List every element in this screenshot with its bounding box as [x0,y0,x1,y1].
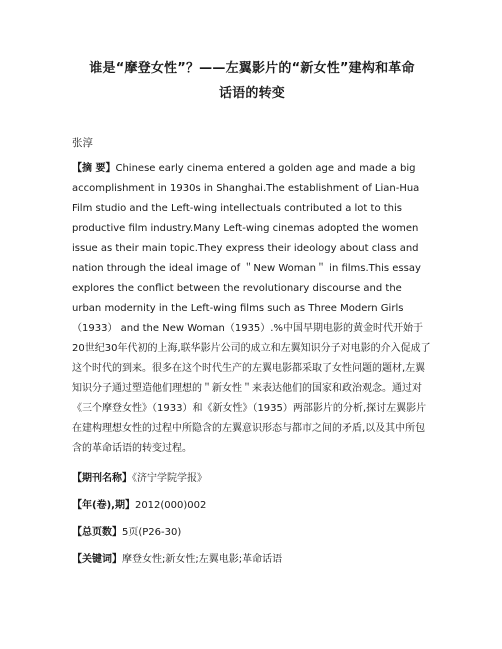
document-page [72,56,432,567]
document-title [72,56,432,106]
pages-value: 5页(P26-30) [122,527,182,538]
issue-row [72,499,432,513]
issue-label: 【年(卷),期】 [72,500,135,511]
author-name: 张淳 [72,137,93,149]
abstract-text: Chinese early cinema entered a golden age and made a big accomplishment in 1930s in Shanghai.The establishment of Lian-Hua Film studio and the Left-wing intellectuals contributed a lot to this productive film industry.Many Left-wing cinemas adopted the women issue as their main topic.They express their ideology about class and nation through the ideal image of ＂New Woman＂ in films.This essay explores the conflict between the revolutionary discourse and the urban modernity in the Left-wing films such as Three Modern Girls（1933） and the New Woman（1935）.%中国早期电影的黄金时代开始于20世纪30年代初的上海,联华影片公司的成立和左翼知识分子对电影的介入促成了这个时代的到来。很多在这个时代生产的左翼电影都采取了女性问题的题材,左翼知识分子通过塑造他们理想的＂新女性＂来表达他们的国家和政治观念。通过对《三个摩登女性》（1933）和《新女性》（1935）两部影片的分析,探讨左翼影片在建构理想女性的过程中所隐含的左翼意识形态与都市之间的矛盾,以及其中所包含的革命话语的转变过程。 [72,163,431,454]
keywords-value: 摩登女性;新女性;左翼电影;革命话语 [122,554,283,565]
journal-label: 【期刊名称】 [72,473,132,484]
issue-value: 2012(000)002 [134,500,207,511]
pages-row [72,526,432,540]
journal-row [72,472,432,486]
keywords-row [72,553,432,567]
title-line-1: 谁是“摩登女性”？——左翼影片的“新女性”建构和革命 [89,61,415,76]
journal-value: 《济宁学院学报》 [132,473,207,484]
title-line-2: 话语的转变 [218,86,285,101]
abstract [72,159,432,459]
pages-label: 【总页数】 [72,527,122,538]
abstract-label: 【摘 要】 [72,163,116,174]
keywords-label: 【关键词】 [72,554,122,565]
